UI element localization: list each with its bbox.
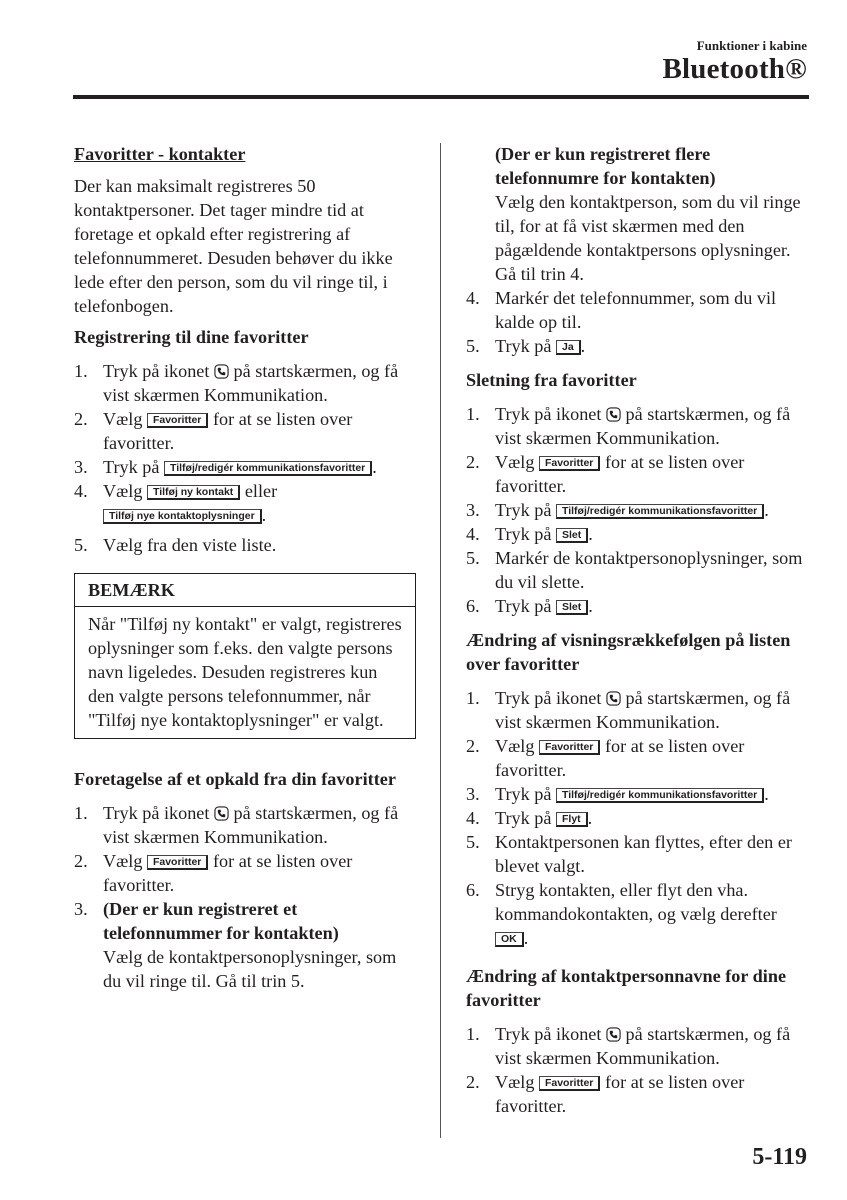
step-number: 3. xyxy=(74,899,88,919)
step-text: for at se listen over favoritter. xyxy=(103,409,353,453)
step-number: 6. xyxy=(466,596,480,616)
step-text: Tryk på ikonet xyxy=(103,803,210,823)
step-text: for at se listen over favoritter. xyxy=(495,452,745,496)
step-text: eller xyxy=(244,481,278,501)
edit-favorites-button: Tilføj/redigér kommunikationsfavoritter xyxy=(164,461,372,476)
favorites-button: Favoritter xyxy=(147,413,208,428)
step-number: 4. xyxy=(466,288,480,308)
list-item xyxy=(74,897,414,993)
step-text: . xyxy=(764,784,769,804)
step-number: 1. xyxy=(74,361,88,381)
favorites-button: Favoritter xyxy=(539,740,600,755)
edit-favorites-button: Tilføj/redigér kommunikationsfavoritter xyxy=(556,504,764,519)
step-number: 5. xyxy=(466,832,480,852)
subsection-title: Favoritter - kontakter xyxy=(74,144,246,164)
favorites-button: Favoritter xyxy=(539,456,600,471)
list-item xyxy=(466,1070,811,1118)
registration-steps xyxy=(74,359,414,557)
page-title: Bluetooth® xyxy=(662,53,807,85)
step-text: . xyxy=(587,808,593,828)
list-item xyxy=(466,522,811,546)
rename-steps xyxy=(466,1022,811,1118)
page-number: 5-119 xyxy=(752,1144,807,1170)
step-text: på startskærmen, og få vist skærmen Kommunikation. xyxy=(495,1024,791,1068)
step-text: Kontaktpersonen kan flyttes, efter den er blevet valgt. xyxy=(495,832,792,876)
step-text: på startskærmen, og få vist skærmen Kommunikation. xyxy=(103,803,399,847)
step-continuation xyxy=(466,142,811,286)
step-text: . xyxy=(261,505,267,525)
step-text: Tryk på ikonet xyxy=(495,404,602,424)
step-number: 2. xyxy=(466,1072,480,1092)
column-divider xyxy=(440,143,441,1138)
delete-button: Slet xyxy=(556,528,588,543)
step-number: 1. xyxy=(466,688,480,708)
list-item xyxy=(466,402,811,450)
note-box xyxy=(74,573,416,739)
step-text: Markér det telefonnummer, som du vil kalde op til. xyxy=(495,288,777,332)
step-number: 4. xyxy=(466,524,480,544)
rename-heading: Ændring af kontaktpersonnavne for dine favoritter xyxy=(466,966,787,1010)
left-column xyxy=(74,142,414,993)
favorites-button: Favoritter xyxy=(539,1076,600,1091)
step-text: . xyxy=(764,500,769,520)
list-item xyxy=(74,801,414,849)
step-text: . xyxy=(580,336,586,356)
step-number: 5. xyxy=(466,548,480,568)
step-number: 1. xyxy=(466,1024,480,1044)
delete-heading: Sletning fra favoritter xyxy=(466,370,637,390)
favorites-button: Favoritter xyxy=(147,855,208,870)
step-text: for at se listen over favoritter. xyxy=(103,851,353,895)
step-number: 3. xyxy=(466,784,480,804)
phone-icon xyxy=(214,806,229,821)
phone-icon xyxy=(214,364,229,379)
step-text: Vælg den kontaktperson, som du vil ringe til, for at få vist skærmen med den pågældende kontaktpersons oplysninger. Gå til trin 4. xyxy=(495,192,801,284)
list-item xyxy=(466,734,811,782)
list-item xyxy=(466,334,811,358)
phone-icon xyxy=(606,691,621,706)
intro-paragraph: Der kan maksimalt registreres 50 kontaktpersoner. Det tager mindre tid at foretage et opkald efter registrering af telefonnummeret. Desuden behøver du ikke lede efter den person, som du vil ringe til, i telefonbogen. xyxy=(74,176,393,316)
step-text: Tryk på xyxy=(103,457,160,477)
step-text: Tryk på ikonet xyxy=(495,1024,602,1044)
list-item xyxy=(466,498,811,522)
note-body: Når "Tilføj ny kontakt" er valgt, registreres oplysninger som f.eks. den valgte persons navn ligeledes. Desuden registreres kun den valgte persons telefonnummer, når "Tilføj nye kontaktoplysninger" er valgt. xyxy=(88,614,402,730)
step-text: Vælg xyxy=(103,409,143,429)
order-steps xyxy=(466,686,811,950)
list-item xyxy=(466,878,811,950)
step-text: Tryk på ikonet xyxy=(103,361,210,381)
step-text: Tryk på xyxy=(495,336,552,356)
list-item xyxy=(74,849,414,897)
step-text: Vælg xyxy=(103,481,143,501)
list-item xyxy=(74,407,414,455)
step-number: 2. xyxy=(74,851,88,871)
edit-favorites-button: Tilføj/redigér kommunikationsfavoritter xyxy=(556,788,764,803)
step-text: Tryk på xyxy=(495,596,552,616)
step-condition: (Der er kun registreret et telefonnummer for kontakten) xyxy=(103,899,339,943)
list-item xyxy=(466,782,811,806)
step-number: 5. xyxy=(466,336,480,356)
list-item xyxy=(74,359,414,407)
add-new-contact-button: Tilføj ny kontakt xyxy=(147,485,240,500)
step-number: 4. xyxy=(466,808,480,828)
step-number: 4. xyxy=(74,481,88,501)
step-text: på startskærmen, og få vist skærmen Kommunikation. xyxy=(495,688,791,732)
step-text: Vælg xyxy=(103,851,143,871)
phone-icon xyxy=(606,1027,621,1042)
list-item xyxy=(466,1022,811,1070)
right-column xyxy=(466,142,811,1118)
step-text: . xyxy=(588,524,593,544)
step-text: Vælg xyxy=(495,452,535,472)
step-number: 1. xyxy=(74,803,88,823)
note-heading: BEMÆRK xyxy=(75,574,415,607)
step-number: 2. xyxy=(74,409,88,429)
phone-icon xyxy=(606,407,621,422)
step-text: . xyxy=(523,928,529,948)
step-text: Tryk på xyxy=(495,784,552,804)
call-steps-continued xyxy=(466,286,811,358)
order-heading: Ændring af visningsrækkefølgen på listen over favoritter xyxy=(466,630,791,674)
call-heading: Foretagelse af et opkald fra din favoritter xyxy=(74,769,396,789)
add-new-contact-info-button: Tilføj nye kontaktoplysninger xyxy=(103,509,262,524)
call-steps xyxy=(74,801,414,993)
step-number: 5. xyxy=(74,535,88,555)
section-label: Funktioner i kabine xyxy=(696,38,807,53)
list-item xyxy=(74,455,414,479)
step-number: 2. xyxy=(466,452,480,472)
step-text: Vælg xyxy=(495,736,535,756)
step-text: Vælg de kontaktpersonoplysninger, som du vil ringe til. Gå til trin 5. xyxy=(103,947,397,991)
step-text: Tryk på xyxy=(495,500,552,520)
list-item xyxy=(466,806,811,830)
list-item xyxy=(466,830,811,878)
step-text: . xyxy=(588,596,593,616)
list-item xyxy=(74,533,414,557)
step-text: Tryk på xyxy=(495,524,552,544)
step-number: 3. xyxy=(74,457,88,477)
ok-button: OK xyxy=(495,932,524,947)
step-condition: (Der er kun registreret flere telefonnumre for kontakten) xyxy=(495,144,716,188)
step-number: 1. xyxy=(466,404,480,424)
step-number: 6. xyxy=(466,880,480,900)
move-button: Flyt xyxy=(556,812,588,827)
step-text: på startskærmen, og få vist skærmen Kommunikation. xyxy=(103,361,399,405)
list-item xyxy=(466,594,811,618)
delete-button: Slet xyxy=(556,600,588,615)
list-item xyxy=(74,479,414,527)
step-number: 2. xyxy=(466,736,480,756)
step-text: for at se listen over favoritter. xyxy=(495,1072,745,1116)
step-text: for at se listen over favoritter. xyxy=(495,736,745,780)
step-text: Stryg kontakten, eller flyt den vha. kommandokontakten, og vælg derefter xyxy=(495,880,777,924)
registration-heading: Registrering til dine favoritter xyxy=(74,327,309,347)
yes-button: Ja xyxy=(556,340,581,355)
list-item xyxy=(466,686,811,734)
step-text: . xyxy=(372,457,377,477)
step-text: Markér de kontaktpersonoplysninger, som du vil slette. xyxy=(495,548,803,592)
delete-steps xyxy=(466,402,811,618)
step-text: Vælg xyxy=(495,1072,535,1092)
header-rule xyxy=(73,95,809,99)
step-text: Vælg fra den viste liste. xyxy=(103,535,277,555)
step-number: 3. xyxy=(466,500,480,520)
step-text: Tryk på ikonet xyxy=(495,688,602,708)
list-item xyxy=(466,286,811,334)
step-text: på startskærmen, og få vist skærmen Kommunikation. xyxy=(495,404,791,448)
list-item xyxy=(466,450,811,498)
step-text: Tryk på xyxy=(495,808,552,828)
list-item xyxy=(466,546,811,594)
